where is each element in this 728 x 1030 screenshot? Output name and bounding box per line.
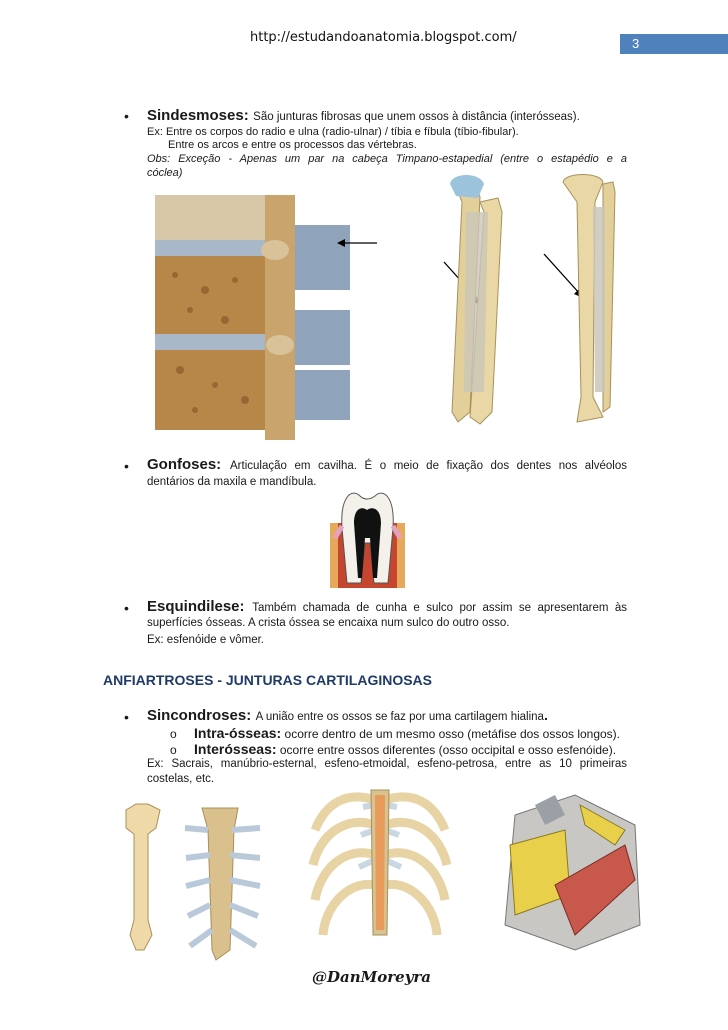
sindesmoses-description: São junturas fibrosas que unem ossos à distância (interósseas). — [253, 111, 580, 123]
sindesmoses-title: Sindesmoses: — [147, 107, 249, 124]
bullet: • — [124, 108, 129, 124]
sternum-illustration — [118, 800, 168, 955]
sincondroses-line — [147, 707, 548, 725]
sub-bullet: o — [170, 743, 177, 757]
sincondroses-title: Sincondroses: — [147, 707, 252, 724]
section-heading: ANFIARTROSES - JUNTURAS CARTILAGINOSAS — [103, 672, 433, 688]
rib-cage-illustration — [305, 785, 455, 960]
bullet: • — [124, 600, 129, 616]
sincondroses-period: . — [543, 707, 548, 723]
page-number: 3 — [632, 36, 640, 51]
esquindilese-line-1 — [147, 598, 627, 616]
sindesmoses-example-2: Entre os arcos e entre os processos das vértebras. — [168, 139, 417, 151]
page-number-bar — [620, 34, 728, 54]
sub-item-term: Intra-ósseas: — [194, 725, 282, 741]
arrow-left-icon — [335, 235, 380, 250]
esquindilese-title: Esquindilese: — [147, 598, 245, 615]
blog-url[interactable]: http://estudandoanatomia.blogspot.com/ — [250, 30, 517, 45]
author-signature: @DanMoreyra — [312, 968, 432, 986]
bullet: • — [124, 458, 129, 474]
sindesmoses-line — [147, 107, 627, 125]
gonfoses-title: Gonfoses: — [147, 456, 222, 473]
sincondroses-description: A união entre os ossos se faz por uma cartilagem hialina — [255, 711, 544, 723]
sub-item-interosseas — [170, 741, 616, 757]
sternum-cartilage-illustration — [180, 800, 265, 970]
tibia-fibula-illustration — [555, 172, 625, 432]
sindesmoses-obs-2: cóclea) — [147, 167, 183, 179]
sindesmoses-obs-1: Obs: Exceção - Apenas um par na cabeça Timpano-estapedial (entre o estapédio e a — [147, 153, 627, 165]
esquindilese-description-2: superfícies ósseas. A crista óssea se encaixa num sulco do outro osso. — [147, 617, 510, 629]
sub-item-intra-osseas — [170, 725, 620, 741]
gonfoses-description-2: dentários da maxila e mandíbula. — [147, 476, 317, 488]
sub-item-text: ocorre dentro de um mesmo osso (metáfise dos ossos longos). — [284, 727, 621, 741]
sincondroses-example-1: Ex: Sacrais, manúbrio-esternal, esfeno-etmoidal, esfeno-petrosa, entre as 10 primeiras — [147, 758, 627, 770]
sindesmoses-example-1: Ex: Entre os corpos do radio e ulna (radio-ulnar) / tíbia e fíbula (tíbio-fibular). — [147, 126, 519, 138]
gonfoses-description-1: Articulação em cavilha. É o meio de fixação dos dentes nos alvéolos — [230, 460, 627, 472]
tooth-illustration — [330, 488, 405, 588]
esquindilese-description-1: Também chamada de cunha e sulco por assim se apresentarem às — [252, 602, 627, 614]
sub-item-text: ocorre entre ossos diferentes (osso occipital e osso esfenóide). — [279, 743, 617, 757]
gonfoses-line-1 — [147, 456, 627, 474]
sub-bullet: o — [170, 727, 177, 741]
esquindilese-example: Ex: esfenóide e vômer. — [147, 634, 264, 646]
bullet: • — [124, 709, 129, 725]
sincondroses-example-2: costelas, etc. — [147, 773, 215, 785]
skull-base-illustration — [495, 785, 645, 955]
radius-ulna-illustration — [440, 172, 515, 432]
vertebral-column-illustration — [155, 195, 350, 440]
sub-item-term: Interósseas: — [194, 741, 277, 757]
